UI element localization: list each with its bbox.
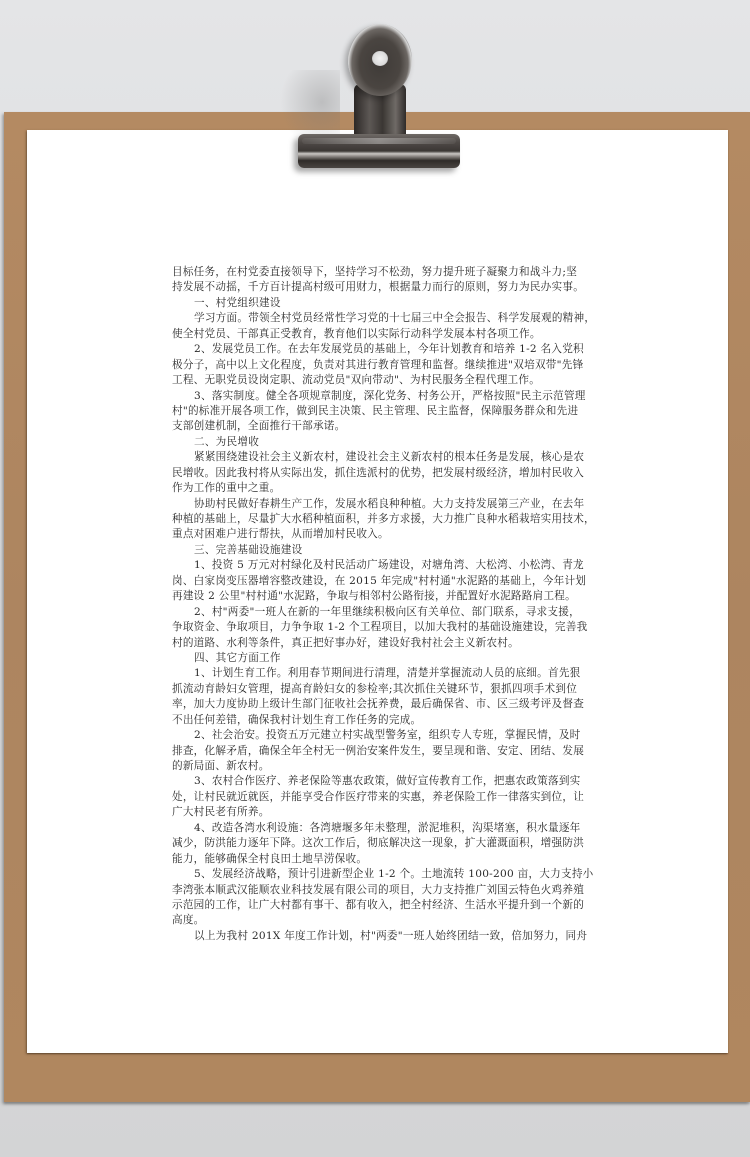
document-line: 李湾张本顺武汉能顺农业科技发展有限公司的项目，大力支持推广刘国云特色火鸡养殖	[172, 883, 585, 896]
document-line: 目标任务，在村党委直接领导下，坚持学习不松劲，努力提升班子凝聚力和战斗力;坚	[172, 266, 578, 278]
document-line: 学习方面。带领全村党员经常性学习党的十七届三中全会报告、科学发展观的精神，	[194, 312, 596, 325]
document-line: 紧紧围绕建设社会主义新农村，建设社会主义新农村的根本任务是发展，核心是农	[194, 451, 585, 464]
document-line: 持发展不动摇，千方百计提高村级可用财力，根据量力而行的原则，努力为民办实事。	[172, 281, 585, 294]
document-line: 重点对困难户进行帮扶，从而增加村民收入。	[172, 528, 389, 541]
document-line: 3、落实制度。健全各项规章制度，深化党务、村务公开，严格按照"民主示范管理	[194, 389, 586, 402]
document-line: 2、村"两委"一班人在新的一年里继续积极向区有关单位、部门联系，寻求支援，	[194, 605, 580, 618]
document-line: 广大村民老有所养。	[172, 806, 270, 819]
document-line: 处，让村民就近就医，并能享受合作医疗带来的实惠，养老保险工作一律落实到位，让	[172, 790, 585, 803]
document-line: 不出任何差错，确保我村计划生育工作任务的完成。	[172, 713, 422, 726]
document-line: 支部创建机制，全面推行干部承诺。	[172, 420, 346, 433]
document-line: 极分子，高中以上文化程度，负责对其进行教育管理和监督。继续推进"双培双带"先锋	[172, 358, 584, 371]
document-line: 岗、白家岗变压器增容整改建设，在 2015 年完成"村村通"水泥路的基础上，今年计划	[172, 574, 587, 587]
document-line: 2、社会治安。投资五万元建立村实战型警务室，组织专人专班，掌握民情，及时	[194, 729, 581, 742]
document-line: 高度。	[172, 914, 205, 927]
document-line: 四、其它方面工作	[194, 651, 281, 664]
document-line: 减少，防洪能力逐年下降。这次工作后，彻底解决这一现象，扩大灌溉面积，增强防洪	[172, 837, 585, 850]
clip-hole	[372, 51, 388, 66]
clip-bar-shine	[302, 138, 456, 144]
document-line: 三、完善基础设施建设	[194, 543, 303, 556]
document-line: 协助村民做好春耕生产工作，发展水稻良种种植。大力支持发展第三产业，在去年	[194, 497, 585, 510]
document-line: 排查，化解矛盾，确保全年全村无一例治安案件发生，要呈现和谐、安定、团结、发展	[172, 744, 585, 757]
document-line: 民增收。因此我村将从实际出发，抓住选派村的优势，把发展村级经济，增加村民收入	[172, 466, 585, 479]
document-line: 2、发展党员工作。在去年发展党员的基础上，今年计划教育和培养 1-2 名入党积	[194, 343, 584, 356]
document-line: 的新局面、新农村。	[172, 760, 270, 772]
document-line: 村的道路、水利等条件，真正把好事办好，建设好我村社会主义新农村。	[172, 636, 519, 649]
document-line: 3、农村合作医疗、养老保险等惠农政策，做好宣传教育工作，把惠农政策落到实	[194, 775, 581, 788]
document-line: 4、改造各湾水利设施：各湾塘堰多年未整理，淤泥堆积，沟渠堵塞，积水量逐年	[194, 821, 581, 834]
document-line: 示范园的工作，让广大村都有事干、都有收入，把全村经济、生活水平提升到一个新的	[172, 898, 585, 911]
document-line: 争取资金、争取项目，力争争取 1-2 个工程项目，以加大我村的基础设施建设，完善我	[172, 621, 588, 634]
document-line: 再建设 2 公里"村村通"水泥路，争取与相邻村公路衔接，并配置好水泥路路肩工程。	[172, 590, 576, 603]
document-body	[172, 265, 596, 944]
document-line: 一、村党组织建设	[194, 296, 281, 309]
document-line: 以上为我村 201X 年度工作计划，村"两委"一班人始终团结一致，倍加努力，同舟	[194, 929, 588, 942]
document-line: 抓流动育龄妇女管理，提高育龄妇女的参检率;其次抓住关键环节，狠抓四项手术到位	[172, 682, 578, 695]
document-line: 种植的基础上，尽量扩大水稻种植面积，并多方求援，大力推广良种水稻栽培实用技术，	[172, 513, 595, 525]
document-line: 作为工作的重中之重。	[172, 482, 281, 495]
document-line: 村"的标准开展各项工作，做到民主决策、民主管理、民主监督，保障服务群众和先进	[172, 404, 579, 417]
document-line: 率，加大力度协助上级计生部门征收社会抚养费，最后确保省、市、区三级考评及督查	[172, 698, 585, 711]
document-line: 5、发展经济战略，预计引进新型企业 1-2 个。土地流转 100-200 亩，大力支持小	[194, 868, 594, 881]
document-line: 使全村党员、干部真正受教育，教育他们以实际行动科学发展本村各项工作。	[172, 327, 541, 340]
document-line: 二、为民增收	[194, 435, 260, 448]
document-line: 1、计划生育工作。利用春节期间进行清理，清楚并掌握流动人员的底细。首先狠	[194, 667, 581, 680]
document-line: 工程、无职党员设岗定职、流动党员"双向带动"、为村民服务全程代理工作。	[172, 374, 541, 387]
document-line: 能力，能够确保全村良田土地旱涝保收。	[172, 852, 368, 865]
document-line: 1、投资 5 万元对村绿化及村民活动广场建设，对塘角湾、大松湾、小松湾、青龙	[194, 559, 584, 572]
